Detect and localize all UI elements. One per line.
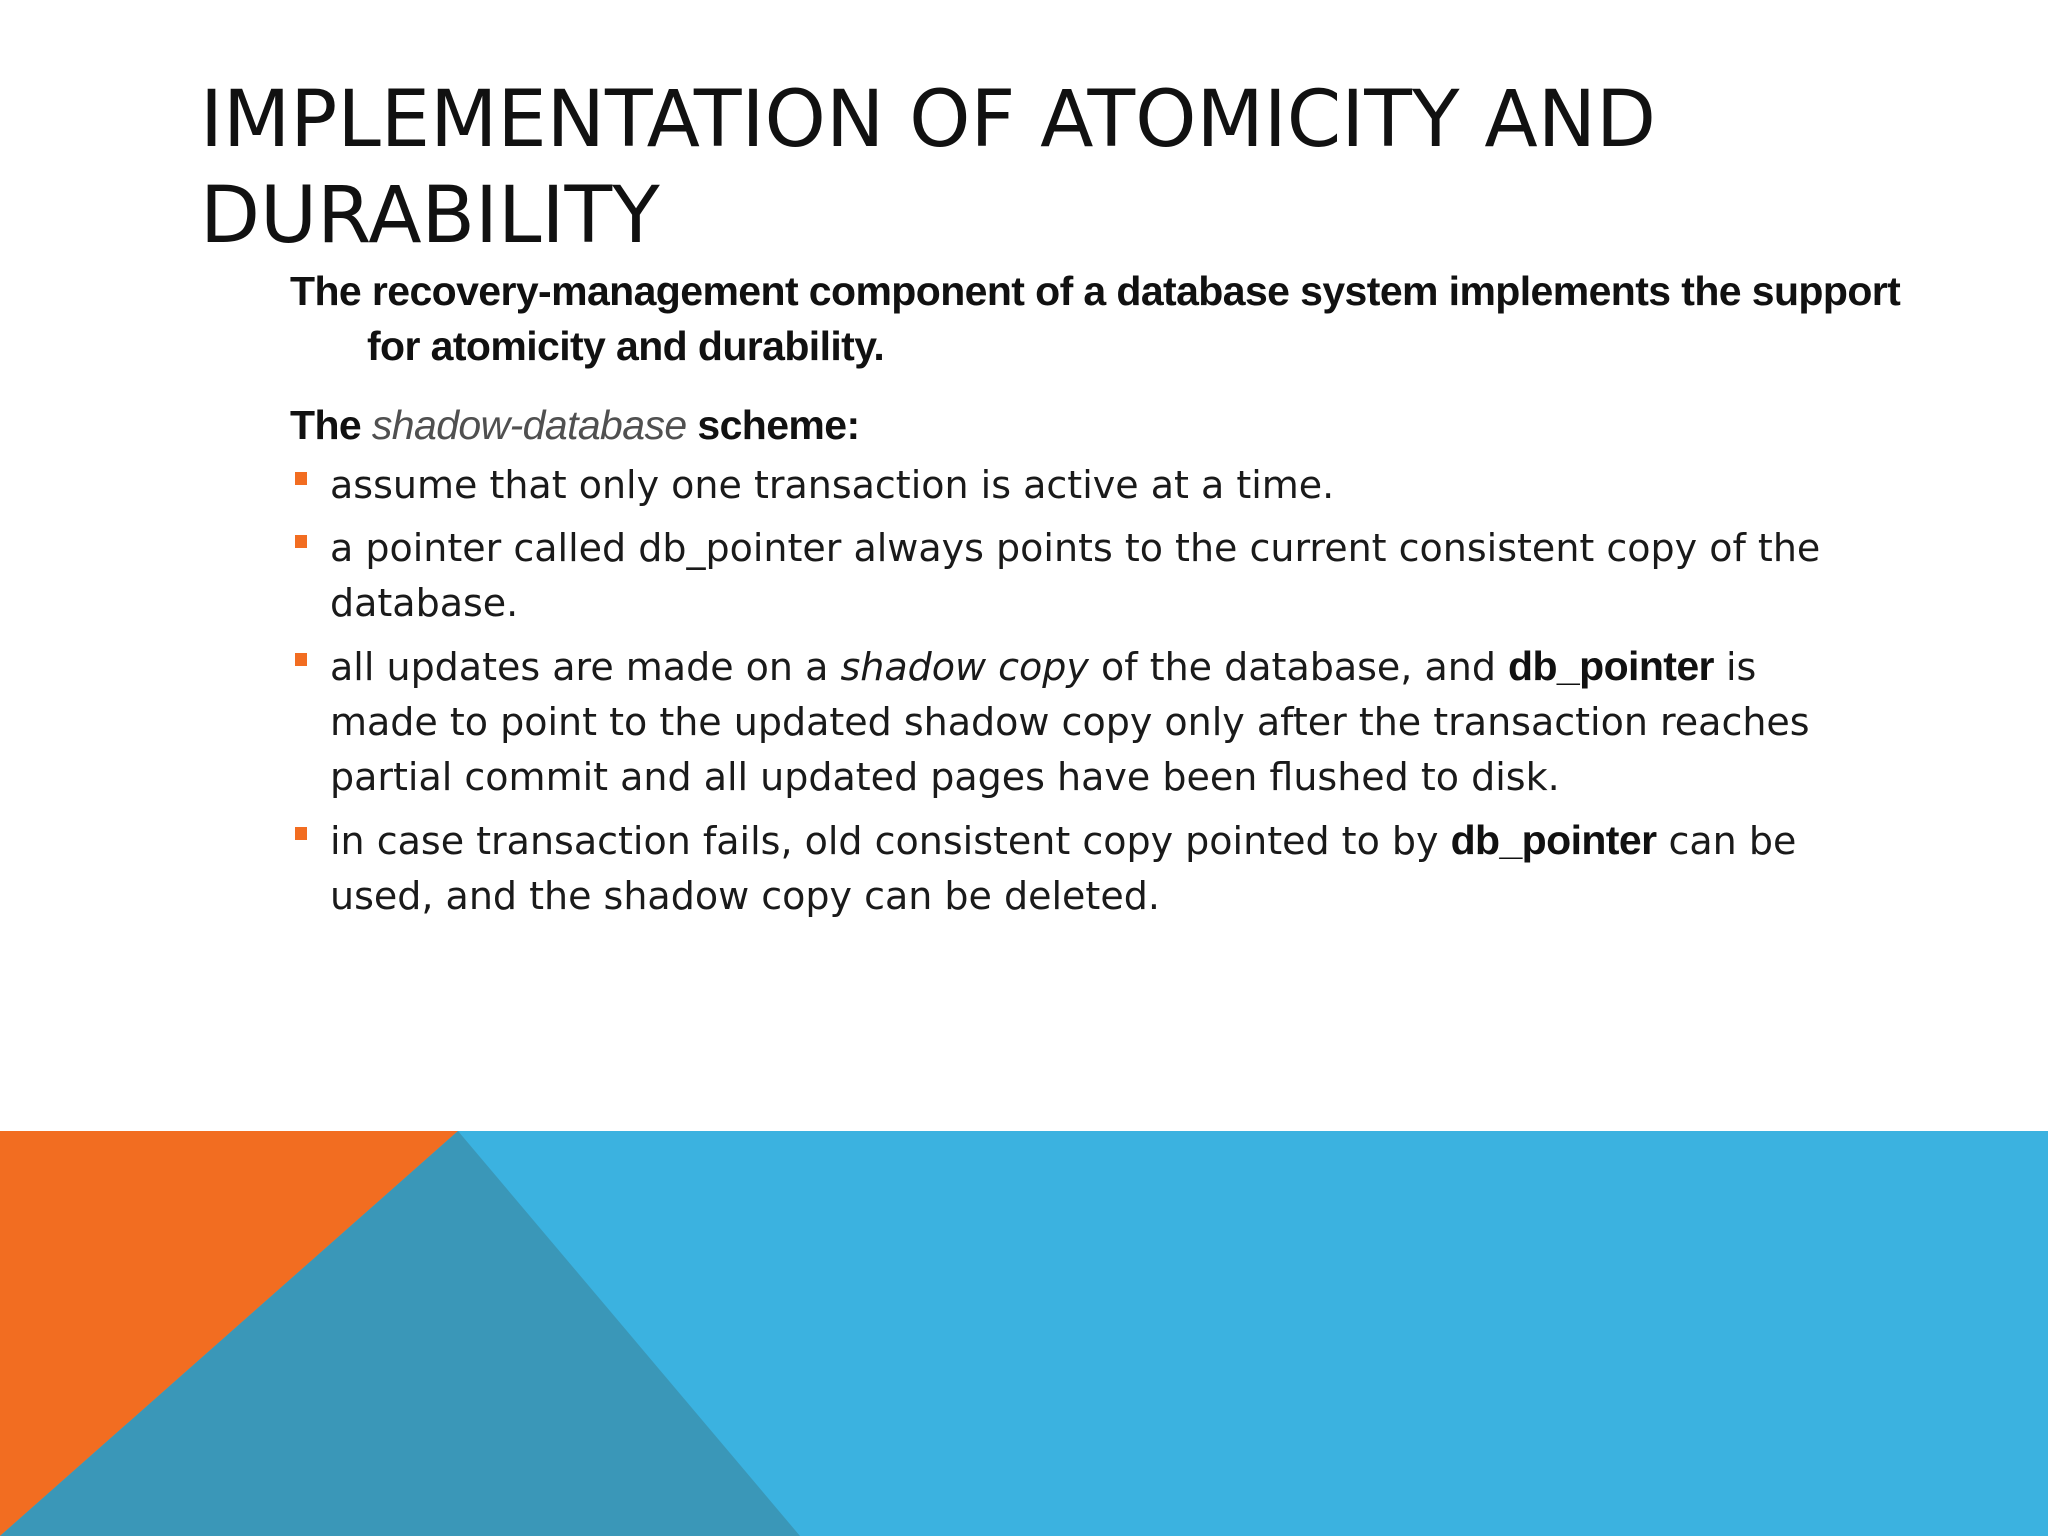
bullet-text-part: all updates are made on a (330, 645, 841, 689)
square-bullet-icon (295, 535, 307, 548)
bullet-text: a pointer called db_pointer always points to the current consistent copy of the database. (330, 526, 1821, 625)
slide-title: IMPLEMENTATION OF ATOMICITY AND DURABILITY (200, 75, 1657, 261)
square-bullet-icon (295, 472, 307, 485)
list-item (290, 813, 1850, 924)
bullet-text-part: of the database, and (1088, 645, 1509, 689)
list-item (290, 521, 1850, 631)
decorative-footer-band (0, 1131, 2048, 1536)
list-item (290, 458, 1850, 513)
list-item (290, 639, 1850, 805)
bullet-text-part: can be used, and the shadow copy can be deleted. (330, 819, 1797, 918)
intro-paragraph: The recovery-management component of a database system implements the support for atomicity and durability. (290, 268, 1901, 369)
square-bullet-icon (295, 827, 307, 840)
scheme-heading (290, 398, 860, 453)
bullet-text-part: is made to point to the updated shadow copy only after the transaction reaches partial commit and all updated pages have been flushed to disk. (330, 645, 1810, 799)
scheme-heading-prefix: The (290, 402, 372, 448)
square-bullet-icon (295, 653, 307, 666)
bullet-text-part: in case transaction fails, old consistent copy pointed to by (330, 819, 1451, 863)
scheme-heading-emphasis: shadow-database (371, 402, 687, 448)
bullet-list (290, 458, 1850, 932)
db-pointer-term: db_pointer (1508, 643, 1714, 689)
bullet-text: assume that only one transaction is active at a time. (330, 463, 1335, 507)
shadow-copy-term: shadow copy (840, 645, 1089, 689)
scheme-heading-suffix: scheme: (686, 402, 860, 448)
db-pointer-term: db_pointer (1450, 817, 1657, 863)
